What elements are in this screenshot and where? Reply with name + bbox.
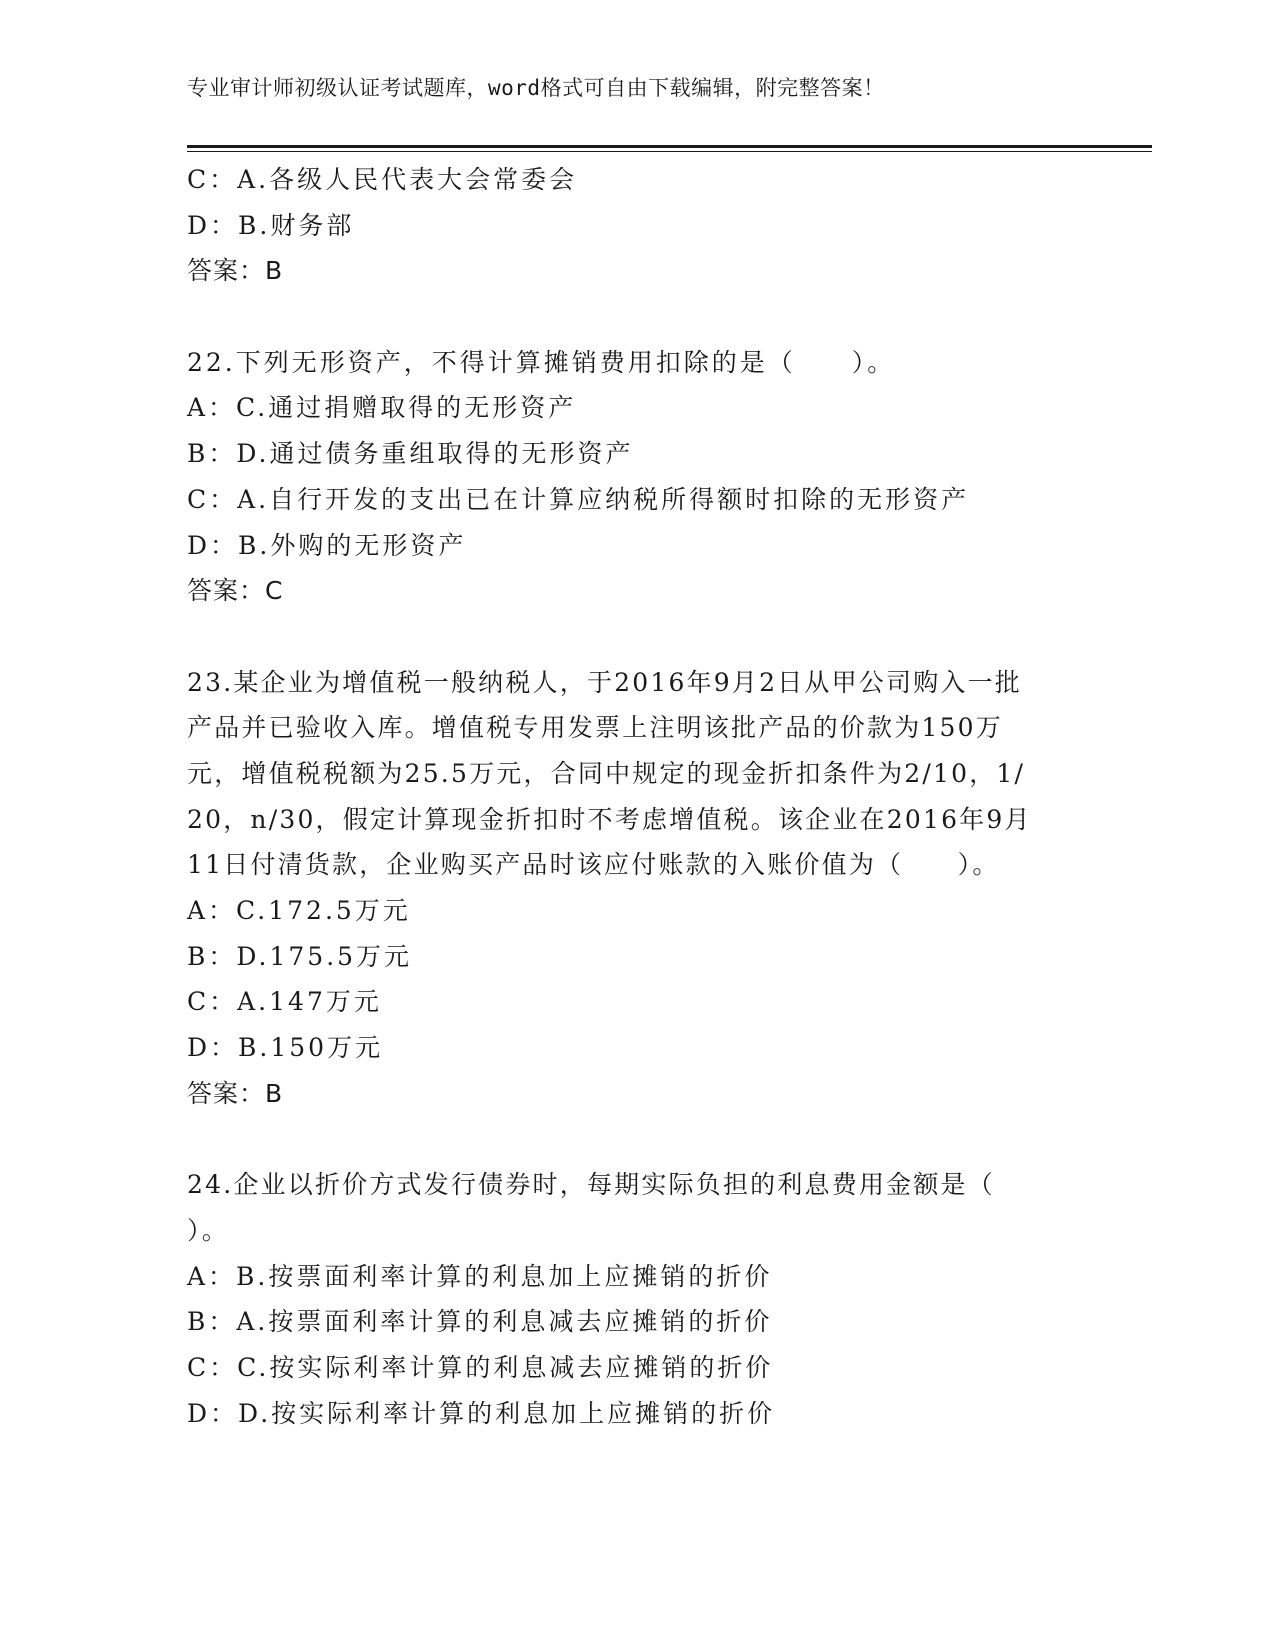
page-header: 专业审计师初级认证考试题库，word格式可自由下载编辑，附完整答案！ bbox=[187, 76, 885, 100]
question-24-option-d: D：D.按实际利率计算的利息加上应摊销的折价 bbox=[187, 1398, 776, 1428]
question-23-option-b: B：D.175.5万元 bbox=[187, 941, 413, 971]
question-23-answer: 答案：B bbox=[187, 1078, 284, 1108]
spacer bbox=[187, 1117, 1067, 1163]
question-24-option-c: C：C.按实际利率计算的利息减去应摊销的折价 bbox=[187, 1352, 774, 1382]
question-24-option-a: A：B.按票面利率计算的利息加上应摊销的折价 bbox=[187, 1261, 773, 1291]
question-22-option-c: C：A.自行开发的支出已在计算应纳税所得额时扣除的无形资产 bbox=[187, 484, 970, 514]
option-c: C：A.各级人民代表大会常委会 bbox=[187, 165, 578, 194]
option-d: D：B.财务部 bbox=[187, 210, 355, 240]
header-rule-thin bbox=[187, 151, 1152, 152]
question-22-option-d: D：B.外购的无形资产 bbox=[187, 530, 467, 560]
answer-line: 答案：B bbox=[187, 256, 284, 286]
spacer bbox=[187, 294, 1067, 340]
question-22-stem: 22.下列无形资产，不得计算摊销费用扣除的是（ ）。 bbox=[187, 347, 896, 377]
question-23-option-a: A：C.172.5万元 bbox=[187, 896, 411, 926]
question-23-stem: 23.某企业为增值税一般纳税人，于2016年9月2日从甲公司购入一批产品并已验收入库。增值税专用发票上注明该批产品的价款为150万元，增值税税额为25.5万元，合同中规定的现金折扣条件为2/10，1/20，n/30，假定计算现金折扣时不考虑增值税。该企业在2016年9月11日付清货款，企业购买产品时该应付账款的入账价值为（ ）。 bbox=[187, 667, 1032, 880]
header-rule-thick bbox=[187, 145, 1152, 148]
question-23-option-d: D：B.150万元 bbox=[187, 1033, 384, 1063]
question-22-option-b: B：D.通过债务重组取得的无形资产 bbox=[187, 439, 634, 469]
question-24-option-b: B：A.按票面利率计算的利息减去应摊销的折价 bbox=[187, 1307, 773, 1337]
question-content bbox=[187, 157, 1067, 1436]
question-23-option-c: C：A.147万元 bbox=[187, 987, 382, 1017]
question-22-answer: 答案：C bbox=[187, 576, 284, 606]
spacer bbox=[187, 614, 1067, 660]
question-22-option-a: A：C.通过捐赠取得的无形资产 bbox=[187, 393, 577, 423]
question-24-stem: 24.企业以折价方式发行债券时，每期实际负担的利息费用金额是（ ）。 bbox=[187, 1170, 1050, 1245]
